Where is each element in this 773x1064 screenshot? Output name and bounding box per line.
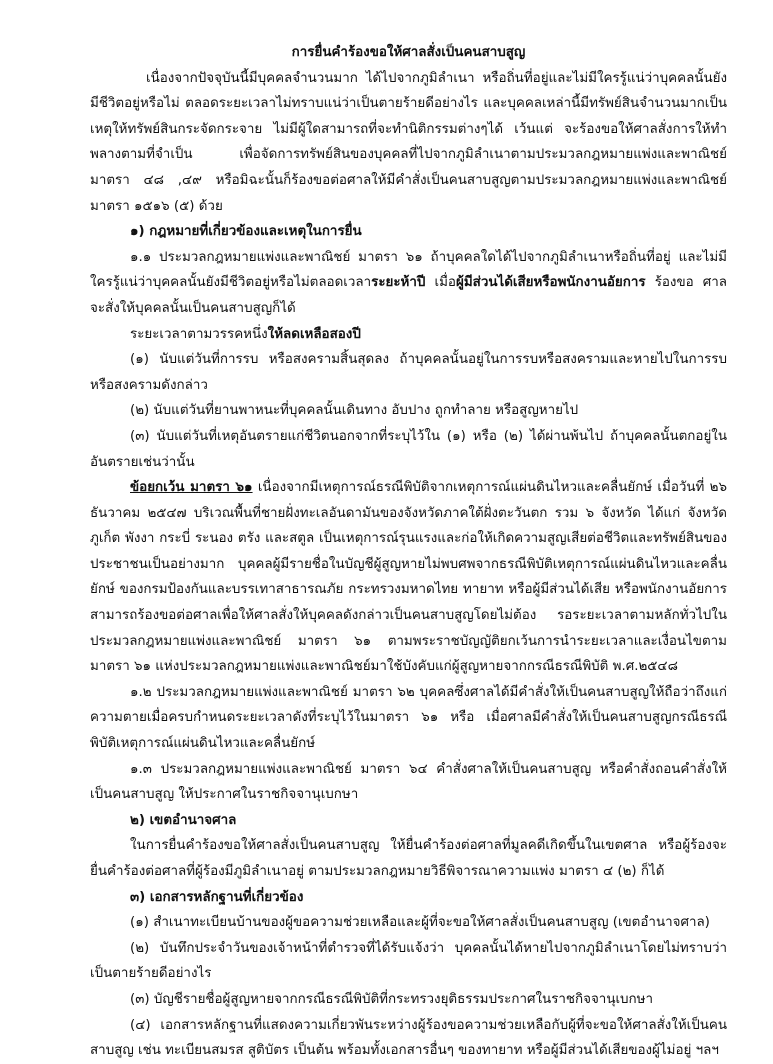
interested-party-or-prosecutor: ผู้มีส่วนได้เสียหรือพนักงานอัยการ [455, 275, 646, 291]
document-item-2: (๒) บันทึกประจำวันของเจ้าหน้าที่ตำรวจที่ได้รับแจ้งว่า บุคคลนั้นได้หายไปจากภูมิลำเนาโดยไม่ทราบว่าเป็นตายร้ายดีอย่างไร [90, 940, 727, 982]
paragraph-1-2: ๑.๒ ประมวลกฎหมายแพ่งและพาณิชย์ มาตรา ๖๒ บุคคลซึ่งศาลได้มีคำสั่งให้เป็นคนสาบสูญให้ถือว่าถึงแก่ความตายเมื่อครบกำหนดระยะเวลาดังที่ระบุไว้ในมาตรา ๖๑ หรือ เมื่อศาลมีคำสั่งให้เป็นคนสาบสูญกรณีธรณีพิบัติเหตุการณ์แผ่นดินไหวและคลื่นยักษ์ [90, 684, 727, 752]
list-item-danger: (๓) นับแต่วันที่เหตุอันตรายแก่ชีวิตนอกจากที่ระบุไว้ใน (๑) หรือ (๒) ได้ผ่านพ้นไป ถ้าบุคคลนั้นตกอยู่ในอันตรายเช่นว่านั้น [90, 428, 727, 470]
section-2-heading: ๒) เขตอำนาจศาล [130, 812, 237, 828]
reduced-period-paragraph [90, 322, 727, 348]
document-title: การยื่นคำร้องขอให้ศาลสั่งเป็นคนสาบสูญ [291, 45, 526, 60]
paragraph-1-1-when: เมื่อ [425, 275, 456, 291]
intro-paragraph: เนื่องจากปัจจุบันนี้มีบุคคลจำนวนมาก ได้ไปจากภูมิลำเนา หรือถิ่นที่อยู่และไม่มีใครรู้แน่ว่าบุคคลนั้นยังมีชีวิตอยู่หรือไม่ ตลอดระยะเวลาไม่ทราบแน่ว่าเป็นตายร้ายดีอย่างไร และบุคคลเหล่านี้มีทรัพย์สินจำนวนมากเป็นเหตุให้ทรัพย์สินกระจัดกระจาย ไม่มีผู้ใดสามารถที่จะทำนิติกรรมต่างๆได้ เว้นแต่ จะร้องขอให้ศาลสั่งการให้ทำพลางตามที่จำเป็น เพื่อจัดการทรัพย์สินของบุคคลที่ไปจากภูมิลำเนาตามประมวลกฎหมายแพ่งและพาณิชย์ มาตรา ๔๘ ,๔๙ หรือมิฉะนั้นก็ร้องขอต่อศาลให้มีคำสั่งเป็นคนสาบสูญตามประมวลกฎหมายแพ่งและพาณิชย์ มาตรา ๑๕๑๖ (๕) ด้วย [90, 70, 727, 214]
paragraph-1-3: ๑.๓ ประมวลกฎหมายแพ่งและพาณิชย์ มาตรา ๖๔ คำสั่งศาลให้เป็นคนสาบสูญ หรือคำสั่งถอนคำสั่งให้เป็นคนสาบสูญ ให้ประกาศในราชกิจจานุเบกษา [90, 761, 727, 803]
paragraph-1-1-end: ร้องขอ ศาลจะสั่งให้บุคคลนั้นเป็นคนสาบสูญก็ได้ [90, 275, 727, 316]
paragraph-1-1-text: ๑.๑ ประมวลกฎหมายแพ่งและพาณิชย์ มาตรา ๖๑ ถ้าบุคคลใดได้ไปจากภูมิลำเนาหรือถิ่นที่อยู่ และไม่มีใครรู้แน่ว่าบุคคลนั้นยังมีชีวิตอยู่หรือไม่ตลอดเวลา [90, 249, 727, 291]
list-item-war: (๑) นับแต่วันที่การรบ หรือสงครามสิ้นสุดลง ถ้าบุคคลนั้นอยู่ในการรบหรือสงครามและหายไปในการรบหรือสงครามดังกล่าว [90, 352, 727, 393]
document-item-3: (๓) บัญชีรายชื่อผู้สูญหายจากกรณีธรณีพิบัติที่กระทรวงยุติธรรมประกาศในราชกิจจานุเบกษา [130, 991, 653, 1007]
five-year-period: ระยะห้าปี [371, 275, 426, 291]
document-item-4: (๔) เอกสารหลักฐานที่แสดงความเกี่ยวพันระหว่างผู้ร้องขอความช่วยเหลือกับผู้ที่จะขอให้ศาลสั่งให้เป็นคนสาบสูญ เช่น ทะเบียนสมรส สูติบัตร เป็นต้น พร้อมทั้งเอกสารอื่นๆ ของทายาท หรือผู้มีส่วนได้เสียของผู้ไม่อยู่ ฯลฯ [90, 1017, 727, 1059]
list-item-vehicle: (๒) นับแต่วันที่ยานพาหนะที่บุคคลนั้นเดินทาง อับปาง ถูกทำลาย หรือสูญหายไป [130, 403, 579, 419]
section-3-heading: ๓) เอกสารหลักฐานที่เกี่ยวข้อง [130, 889, 304, 905]
exception-label: ข้อยกเว้น มาตรา ๖๑ [130, 480, 253, 496]
exception-paragraph [90, 475, 727, 680]
document-item-1: (๑) สำเนาทะเบียนบ้านของผู้ขอความช่วยเหลือและผู้ที่จะขอให้ศาลสั่งเป็นคนสาบสูญ (เขตอำนาจศาล) [130, 915, 710, 931]
reduced-period-text: ระยะเวลาตามวรรคหนึ่ง [130, 326, 268, 342]
section-1-heading: ๑) กฎหมายที่เกี่ยวข้องและเหตุในการยื่น [130, 224, 362, 240]
reduced-to-two-years: ให้ลดเหลือสองปี [267, 326, 361, 342]
paragraph-1-1 [90, 245, 727, 322]
exception-text: เนื่องจากมีเหตุการณ์ธรณีพิบัติจากเหตุการณ์แผ่นดินไหวและคลื่นยักษ์ เมื่อวันที่ ๒๖ ธันวาคม ๒๕๔๗ บริเวณพื้นที่ชายฝั่งทะเลอันดามันของจังหวัดภาคใต้ฝั่งตะวันตก รวม ๖ จังหวัด ได้แก่ จังหวัดภูเก็ต พังงา กระบี่ ระนอง ตรัง และสตูล เป็นเหตุการณ์รุนแรงและก่อให้เกิดความสูญเสียต่อชีวิตและทรัพย์สินของประชาชนเป็นอย่างมาก บุคคลผู้มีรายชื่อในบัญชีผู้สูญหายไม่พบศพจากธรณีพิบัติเหตุการณ์แผ่นดินไหวและคลื่นยักษ์ ของกรมป้องกันและบรรเทาสาธารณภัย กระทรวงมหาดไทย ทายาท หรือผู้มีส่วนได้เสีย หรือพนักงานอัยการ สามารถร้องขอต่อศาลเพื่อให้ศาลสั่งให้บุคคลดังกล่าวเป็นคนสาบสูญโดยไม่ต้อง รอระยะเวลาตามหลักทั่วไปในประมวลกฎหมายแพ่งและพาณิชย์ มาตรา ๖๑ ตามพระราชบัญญัติยกเว้นการนำระยะเวลาและเงื่อนไขตามมาตรา ๖๑ แห่งประมวลกฎหมายแพ่งและพาณิชย์มาใช้บังคับแก่ผู้สูญหายจากกรณีธรณีพิบัติ พ.ศ.๒๕๔๘ [90, 480, 727, 675]
jurisdiction-paragraph: ในการยื่นคำร้องขอให้ศาลสั่งเป็นคนสาบสูญ ให้ยื่นคำร้องต่อศาลที่มูลคดีเกิดขึ้นในเขตศาล หรือผู้ร้องจะยื่นคำร้องต่อศาลที่ผู้ร้องมีภูมิลำเนาอยู่ ตามประมวลกฎหมายวิธีพิจารณาความแพ่ง มาตรา ๔ (๒) ก็ได้ [90, 838, 727, 879]
